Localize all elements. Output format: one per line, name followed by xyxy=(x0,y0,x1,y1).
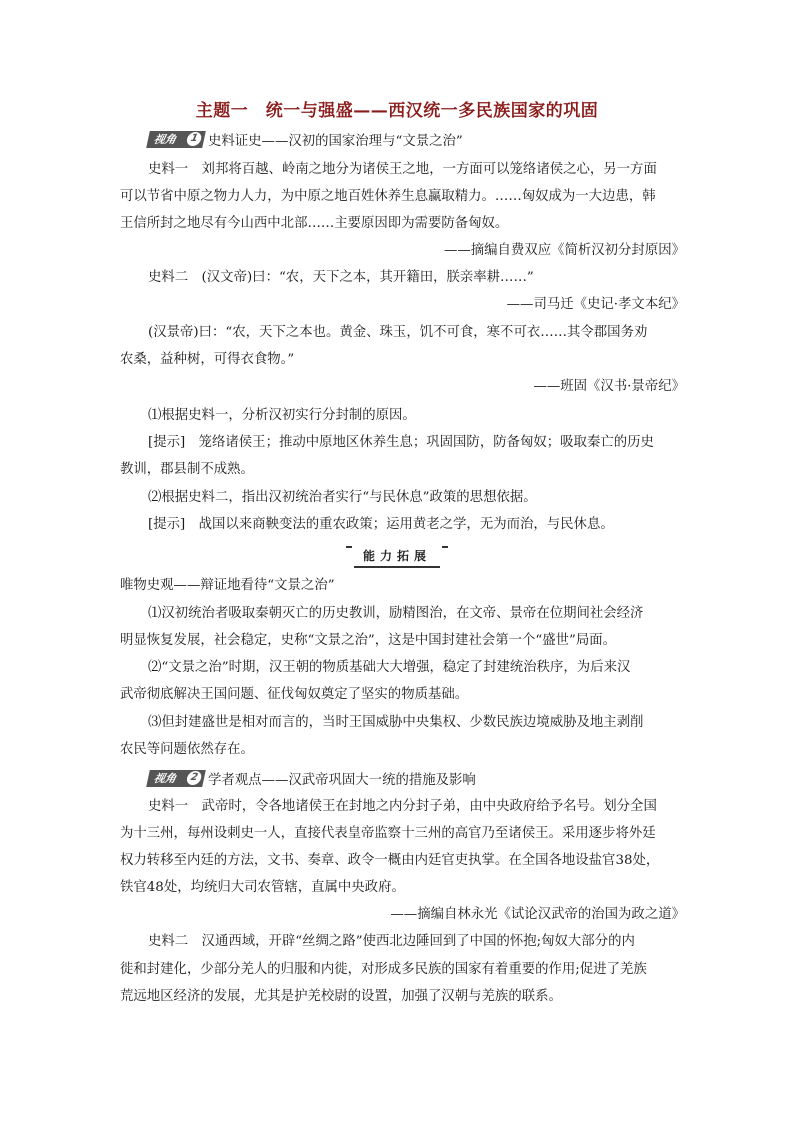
source-3-text: 铁官48处，均统归大司农管辖，直属中央政府。 xyxy=(120,880,405,895)
source-2-text: 农桑，益种树，可得衣食物。” xyxy=(120,352,295,367)
hint-1: 教训，郡县制不成熟。 xyxy=(120,462,254,477)
angle-1-title: 史料证史——汉初的国家治理与“文景之治” xyxy=(208,133,463,149)
extension-text: ⑶但封建盛世是相对而言的，当时王国威胁中央集权、少数民族边境威胁及地主剥削 xyxy=(148,715,644,730)
source-2-text: (汉景帝)曰：“农，天下之本也。黄金、珠玉，饥不可食，寒不可衣……其令郡国务劝 xyxy=(148,325,648,340)
extension-text: 明显恢复发展，社会稳定，史称“文景之治”，这是中国封建社会第一个“盛世”局面。 xyxy=(120,633,617,648)
source-4-text: 史料二 汉通西域，开辟“丝绸之路”使西北边陲回到了中国的怀抱;匈奴大部分的内 xyxy=(148,934,635,949)
source-3-text: 为十三州，每州设刺史一人，直接代表皇帝监察十三州的高官乃至诸侯王。采用逐步将外廷 xyxy=(120,826,656,841)
angle-2-heading xyxy=(148,767,476,789)
extension-text: 唯物史观——辩证地看待“文景之治” xyxy=(120,578,335,593)
source-4-text: 徙和封建化，少部分羌人的归服和内徙，对形成多民族的国家有着重要的作用;促进了羌族 xyxy=(120,962,647,977)
source-2-text: 史料二 (汉文帝)曰：“农，天下之本，其开籍田，朕亲率耕……” xyxy=(148,270,534,285)
angle-1-badge: 视角 1 xyxy=(146,131,206,148)
page-title: 主题一 统一与强盛——西汉统一多民族国家的巩固 xyxy=(195,101,599,121)
hint-2: [提示] 战国以来商鞅变法的重农政策；运用黄老之学，无为而治，与民休息。 xyxy=(148,517,614,532)
source-3-text: 史料一 武帝时，令各地诸侯王在封地之内分封子弟，由中央政府给予名号。划分全国 xyxy=(148,799,657,814)
extension-text: ⑴汉初统治者吸取秦朝灭亡的历史教训，励精图治，在文帝、景帝在位期间社会经济 xyxy=(148,606,644,621)
section-heading: 能力拓展 xyxy=(354,546,440,568)
question-2: ⑵根据史料二，指出汉初统治者实行“与民休息”政策的思想依据。 xyxy=(148,490,537,505)
source-3-text: 权力转移至内廷的方法，文书、奏章、政令一概由内廷官吏执掌。在全国各地设盐官38处， xyxy=(120,853,660,868)
source-2-citation: ——班固《汉书·景帝纪》 xyxy=(533,379,685,394)
question-1: ⑴根据史料一，分析汉初实行分封制的原因。 xyxy=(148,408,416,423)
source-1-text: 史料一 刘邦将百越、岭南之地分为诸侯王之地，一方面可以笼络诸侯之心，另一方面 xyxy=(148,162,657,177)
hint-1: [提示] 笼络诸侯王；推动中原地区休养生息；巩固国防，防备匈奴；吸取秦亡的历史 xyxy=(148,435,654,450)
angle-2-number: 2 xyxy=(186,771,203,785)
source-3-citation: ——摘编自林永光《试论汉武帝的治国为政之道》 xyxy=(390,907,685,922)
source-1-text: 王信所封之地尽有今山西中北部……主要原因即为需要防备匈奴。 xyxy=(120,216,509,231)
extension-text: 农民等问题依然存在。 xyxy=(120,742,254,757)
source-1-text: 可以节省中原之物力人力，为中原之地百姓休养生息赢取精力。……匈奴成为一大边患，韩 xyxy=(120,189,656,204)
angle-1-number: 1 xyxy=(186,132,203,146)
angle-2-title: 学者观点——汉武帝巩固大一统的措施及影响 xyxy=(208,772,476,788)
extension-text: 武帝彻底解决王国问题、征伐匈奴奠定了坚实的物质基础。 xyxy=(120,687,469,702)
angle-2-badge: 视角 2 xyxy=(146,770,206,787)
source-4-text: 荒远地区经济的发展，尤其是护羌校尉的设置，加强了汉朝与羌族的联系。 xyxy=(120,989,562,1004)
extension-text: ⑵“文景之治”时期，汉王朝的物质基础大大增强，稳定了封建统治秩序，为后来汉 xyxy=(148,660,631,675)
source-2-citation: ——司马迁《史记·孝文本纪》 xyxy=(506,297,685,312)
source-1-citation: ——摘编自费双应《简析汉初分封原因》 xyxy=(443,243,685,258)
angle-1-heading xyxy=(148,128,463,150)
